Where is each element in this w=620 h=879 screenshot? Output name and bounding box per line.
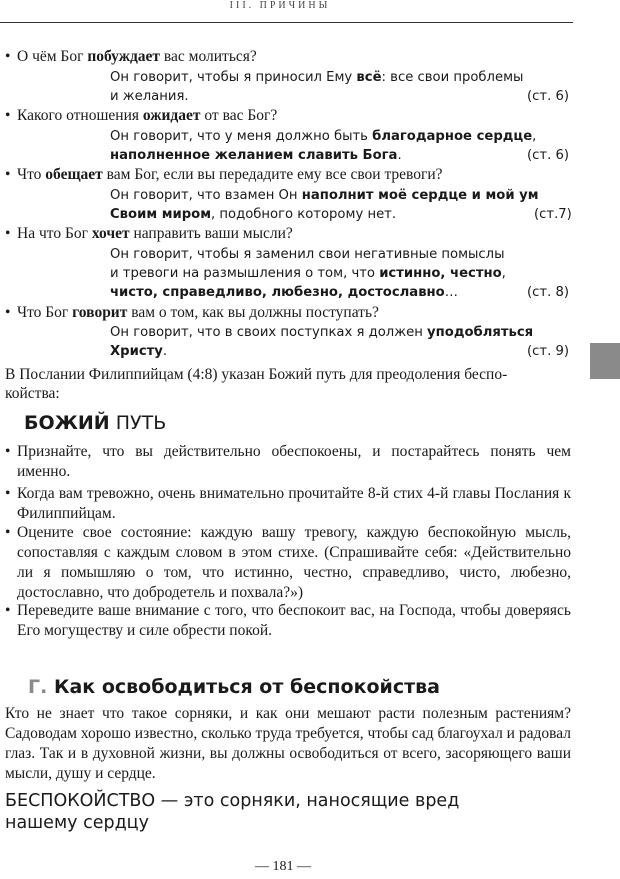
answer-1-line-2: и желания. xyxy=(110,89,189,104)
chapter-thumb-tab xyxy=(590,343,620,379)
section-title-text: Как освободиться от беспокойства xyxy=(53,676,440,698)
gods-way-heading: БОЖИЙ ПУТЬ xyxy=(24,412,167,434)
question-3: • Что обещает вам Бог, если вы передадите ему все свои тревоги? xyxy=(5,166,443,183)
answer-3-line-1: Он говорит, что взамен Он наполнит моё сердце и мой ум xyxy=(110,188,539,203)
bullet: • xyxy=(5,304,11,321)
question-4: • На что Бог хочет направить ваши мысли? xyxy=(5,225,293,242)
answer-2-line-2: наполненное желанием славить Бога. xyxy=(110,148,402,163)
verse-reference-3: (ст.7) xyxy=(534,207,572,222)
step-3: • Оцените свое состояние: каждую вашу тревогу, каждую беспокойную мысль, сопоставляя с каждым словом в этом стихе. (Спрашивайте себя: «Действительно ли я помышляю о том, что истинно, честно, справедливо, чисто, любезно, достославно, что добродетель и похвала?») xyxy=(5,524,571,601)
bullet: • xyxy=(5,485,11,502)
bullet: • xyxy=(5,48,11,65)
bullet: • xyxy=(5,166,11,183)
answer-5-line-1: Он говорит, что в своих поступках я должен уподобляться xyxy=(110,325,534,340)
verse-reference-2: (ст. 6) xyxy=(527,148,569,163)
verse-reference-5: (ст. 9) xyxy=(527,344,569,359)
intro-line-1: В Послании Филиппийцам (4:8) указан Божий путь для преодоления беспо- xyxy=(5,366,508,383)
verse-reference-1: (ст. 6) xyxy=(527,89,569,104)
answer-5-line-2: Христу. xyxy=(110,344,168,359)
answer-2-line-1: Он говорит, что у меня должно быть благодарное сердце, xyxy=(110,129,537,144)
question-5: • Что Бог говорит вам о том, как вы должны поступать? xyxy=(5,304,379,321)
step-4: • Переведите ваше внимание с того, что беспокоит вас, на Господа, чтобы доверяясь Его могуществу и силе обрести покой. xyxy=(5,602,571,639)
section-heading xyxy=(28,675,440,699)
question-1: • О чём Бог побуждает вас молиться? xyxy=(5,48,257,65)
callout-line-1: БЕСПОКОЙСТВО — это сорняки, наносящие вред xyxy=(5,791,460,811)
running-title: III. ПРИЧИНЫ xyxy=(229,0,331,11)
answer-4-line-1: Он говорит, чтобы я заменил свои негативные помыслы xyxy=(110,247,505,262)
page-number: — 181 — xyxy=(255,859,311,874)
bullet: • xyxy=(5,602,11,619)
bullet: • xyxy=(5,225,11,242)
running-header xyxy=(0,0,620,26)
intro-line-2: койства: xyxy=(5,385,60,402)
step-2: • Когда вам тревожно, очень внимательно прочитайте 8-й стих 4-й главы Послания к Филиппийцам. xyxy=(5,485,571,522)
section-paragraph: Кто не знает что такое сорняки, и как они мешают расти полезным растениям? Садоводам хорошо известно, сколько труда требуется, чтобы сад благоухал и радовал глаз. Так и в духовной жизни, вы должны освободиться от всего, засоряющего ваши мысли, душу и сердце. xyxy=(5,705,571,782)
question-2: • Какого отношения ожидает от вас Бог? xyxy=(5,107,278,124)
callout-line-2: нашему сердцу xyxy=(5,813,149,833)
step-1: • Признайте, что вы действительно обеспокоены, и постарайтесь понять чем именно. xyxy=(5,443,571,480)
answer-4-line-2: и тревоги на размышления о том, что истинно, честно, xyxy=(110,266,506,281)
answer-3-line-2: Своим миром, подобного которому нет. xyxy=(110,207,397,222)
header-rule xyxy=(0,22,573,23)
callout xyxy=(5,790,459,834)
bullet: • xyxy=(5,524,11,541)
verse-reference-4: (ст. 8) xyxy=(527,285,569,300)
answer-1-line-1: Он говорит, чтобы я приносил Ему всё: все свои проблемы xyxy=(110,70,524,85)
bullet: • xyxy=(5,107,11,124)
answer-4-line-3: чисто, справедливо, любезно, достославно… xyxy=(110,285,458,300)
section-letter: Г. xyxy=(28,676,48,698)
intro-paragraph xyxy=(5,365,571,403)
bullet: • xyxy=(5,443,11,460)
